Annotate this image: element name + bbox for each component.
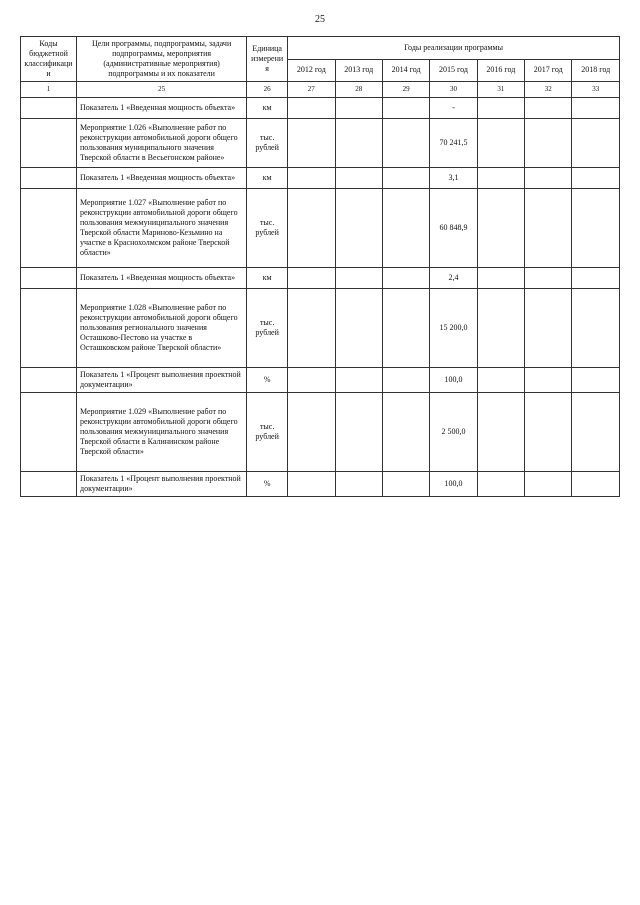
year-value-cell — [382, 98, 429, 119]
codes-cell — [21, 168, 77, 189]
column-number: 27 — [288, 82, 335, 98]
column-number: 1 — [21, 82, 77, 98]
table-row — [21, 168, 620, 189]
codes-cell — [21, 289, 77, 368]
program-table — [20, 36, 620, 497]
column-number: 26 — [247, 82, 288, 98]
codes-cell — [21, 189, 77, 268]
year-value-cell — [335, 189, 382, 268]
year-value-cell — [572, 368, 620, 393]
year-header: 2013 год — [335, 59, 382, 82]
year-value-cell — [335, 472, 382, 497]
column-number: 28 — [335, 82, 382, 98]
year-value-cell — [525, 168, 572, 189]
unit-header: Единица измерения — [247, 37, 288, 82]
unit-cell: % — [247, 368, 288, 393]
codes-cell — [21, 268, 77, 289]
year-header: 2014 год — [382, 59, 429, 82]
unit-cell: км — [247, 98, 288, 119]
year-header: 2016 год — [477, 59, 524, 82]
year-value-cell — [288, 168, 335, 189]
year-value-cell — [572, 268, 620, 289]
year-value-cell — [572, 472, 620, 497]
year-value-cell — [382, 393, 429, 472]
year-value-cell — [382, 189, 429, 268]
year-value-cell — [477, 289, 524, 368]
table-row — [21, 98, 620, 119]
year-value-cell — [572, 393, 620, 472]
year-value-cell — [335, 168, 382, 189]
year-value-cell — [572, 98, 620, 119]
goal-cell: Показатель 1 «Введенная мощность объекта» — [77, 98, 247, 119]
goal-cell: Показатель 1 «Процент выполнения проектной документации» — [77, 368, 247, 393]
unit-cell: тыс. рублей — [247, 189, 288, 268]
year-value-cell — [525, 268, 572, 289]
year-value-cell — [477, 119, 524, 168]
year-header: 2017 год — [525, 59, 572, 82]
year-value-cell — [288, 189, 335, 268]
year-value-cell: 2 500,0 — [430, 393, 477, 472]
goals-header: Цели программы, подпрограммы, задачи подпрограммы, мероприятия (административные мероприятия) подпрограммы и их показатели — [77, 37, 247, 82]
codes-header: Коды бюджетной классификации — [21, 37, 77, 82]
year-value-cell — [477, 393, 524, 472]
goal-cell: Мероприятие 1.029 «Выполнение работ по реконструкции автомобильной дороги общего пользования межмуниципального значения Тверской области в Калининском районе Тверской области» — [77, 393, 247, 472]
column-number: 25 — [77, 82, 247, 98]
column-number-row — [21, 82, 620, 98]
year-value-cell: 60 848,9 — [430, 189, 477, 268]
unit-cell: тыс. рублей — [247, 393, 288, 472]
year-value-cell: - — [430, 98, 477, 119]
year-value-cell — [525, 119, 572, 168]
year-value-cell — [477, 268, 524, 289]
column-number: 33 — [572, 82, 620, 98]
year-value-cell — [572, 168, 620, 189]
year-value-cell — [525, 189, 572, 268]
year-value-cell — [477, 472, 524, 497]
year-value-cell — [288, 268, 335, 289]
year-value-cell — [288, 472, 335, 497]
year-value-cell — [335, 268, 382, 289]
codes-cell — [21, 368, 77, 393]
unit-cell: тыс. рублей — [247, 119, 288, 168]
year-value-cell — [382, 472, 429, 497]
year-value-cell: 70 241,5 — [430, 119, 477, 168]
year-value-cell — [572, 289, 620, 368]
page-number: 25 — [315, 14, 325, 25]
year-value-cell — [572, 189, 620, 268]
year-value-cell: 100,0 — [430, 368, 477, 393]
column-number: 30 — [430, 82, 477, 98]
table-row — [21, 289, 620, 368]
codes-cell — [21, 393, 77, 472]
goal-cell: Мероприятие 1.027 «Выполнение работ по реконструкции автомобильной дороги общего пользования межмуниципального значения Тверской области Мариново-Кезьмино на участке в Краснохолмском районе Тверской области» — [77, 189, 247, 268]
table-row — [21, 119, 620, 168]
table-body — [21, 82, 620, 497]
column-number: 31 — [477, 82, 524, 98]
table-row — [21, 268, 620, 289]
goal-cell: Мероприятие 1.028 «Выполнение работ по реконструкции автомобильной дороги общего пользования регионального значения Осташково-Пестово на участке в Осташковском районе Тверской области» — [77, 289, 247, 368]
year-value-cell — [335, 289, 382, 368]
year-value-cell — [477, 368, 524, 393]
year-header: 2012 год — [288, 59, 335, 82]
codes-cell — [21, 98, 77, 119]
table-row — [21, 368, 620, 393]
table-row — [21, 472, 620, 497]
goal-cell: Показатель 1 «Процент выполнения проектной документации» — [77, 472, 247, 497]
year-value-cell: 15 200,0 — [430, 289, 477, 368]
year-value-cell — [288, 119, 335, 168]
year-value-cell — [525, 393, 572, 472]
year-value-cell — [477, 98, 524, 119]
year-value-cell: 3,1 — [430, 168, 477, 189]
goal-cell: Показатель 1 «Введенная мощность объекта» — [77, 268, 247, 289]
column-number: 32 — [525, 82, 572, 98]
unit-cell: % — [247, 472, 288, 497]
year-value-cell — [382, 289, 429, 368]
column-number: 29 — [382, 82, 429, 98]
year-value-cell — [477, 189, 524, 268]
year-value-cell — [477, 168, 524, 189]
table-row — [21, 189, 620, 268]
year-value-cell: 2,4 — [430, 268, 477, 289]
year-value-cell — [382, 119, 429, 168]
goal-cell: Мероприятие 1.026 «Выполнение работ по реконструкции автомобильной дороги общего пользования муниципального значения Тверской области в Весьегонском районе» — [77, 119, 247, 168]
year-value-cell — [335, 98, 382, 119]
year-value-cell: 100,0 — [430, 472, 477, 497]
unit-cell: км — [247, 268, 288, 289]
header-row-1 — [21, 37, 620, 60]
codes-cell — [21, 119, 77, 168]
year-header: 2015 год — [430, 59, 477, 82]
year-value-cell — [288, 368, 335, 393]
unit-cell: км — [247, 168, 288, 189]
table-row — [21, 393, 620, 472]
year-value-cell — [525, 472, 572, 497]
year-value-cell — [525, 368, 572, 393]
year-value-cell — [335, 393, 382, 472]
years-group-header: Годы реализации программы — [288, 37, 620, 60]
year-value-cell — [382, 368, 429, 393]
year-value-cell — [335, 368, 382, 393]
year-value-cell — [525, 98, 572, 119]
year-value-cell — [288, 393, 335, 472]
codes-cell — [21, 472, 77, 497]
year-value-cell — [335, 119, 382, 168]
year-value-cell — [382, 268, 429, 289]
goal-cell: Показатель 1 «Введенная мощность объекта» — [77, 168, 247, 189]
year-value-cell — [572, 119, 620, 168]
year-header: 2018 год — [572, 59, 620, 82]
year-value-cell — [288, 289, 335, 368]
unit-cell: тыс. рублей — [247, 289, 288, 368]
year-value-cell — [288, 98, 335, 119]
year-value-cell — [525, 289, 572, 368]
year-value-cell — [382, 168, 429, 189]
